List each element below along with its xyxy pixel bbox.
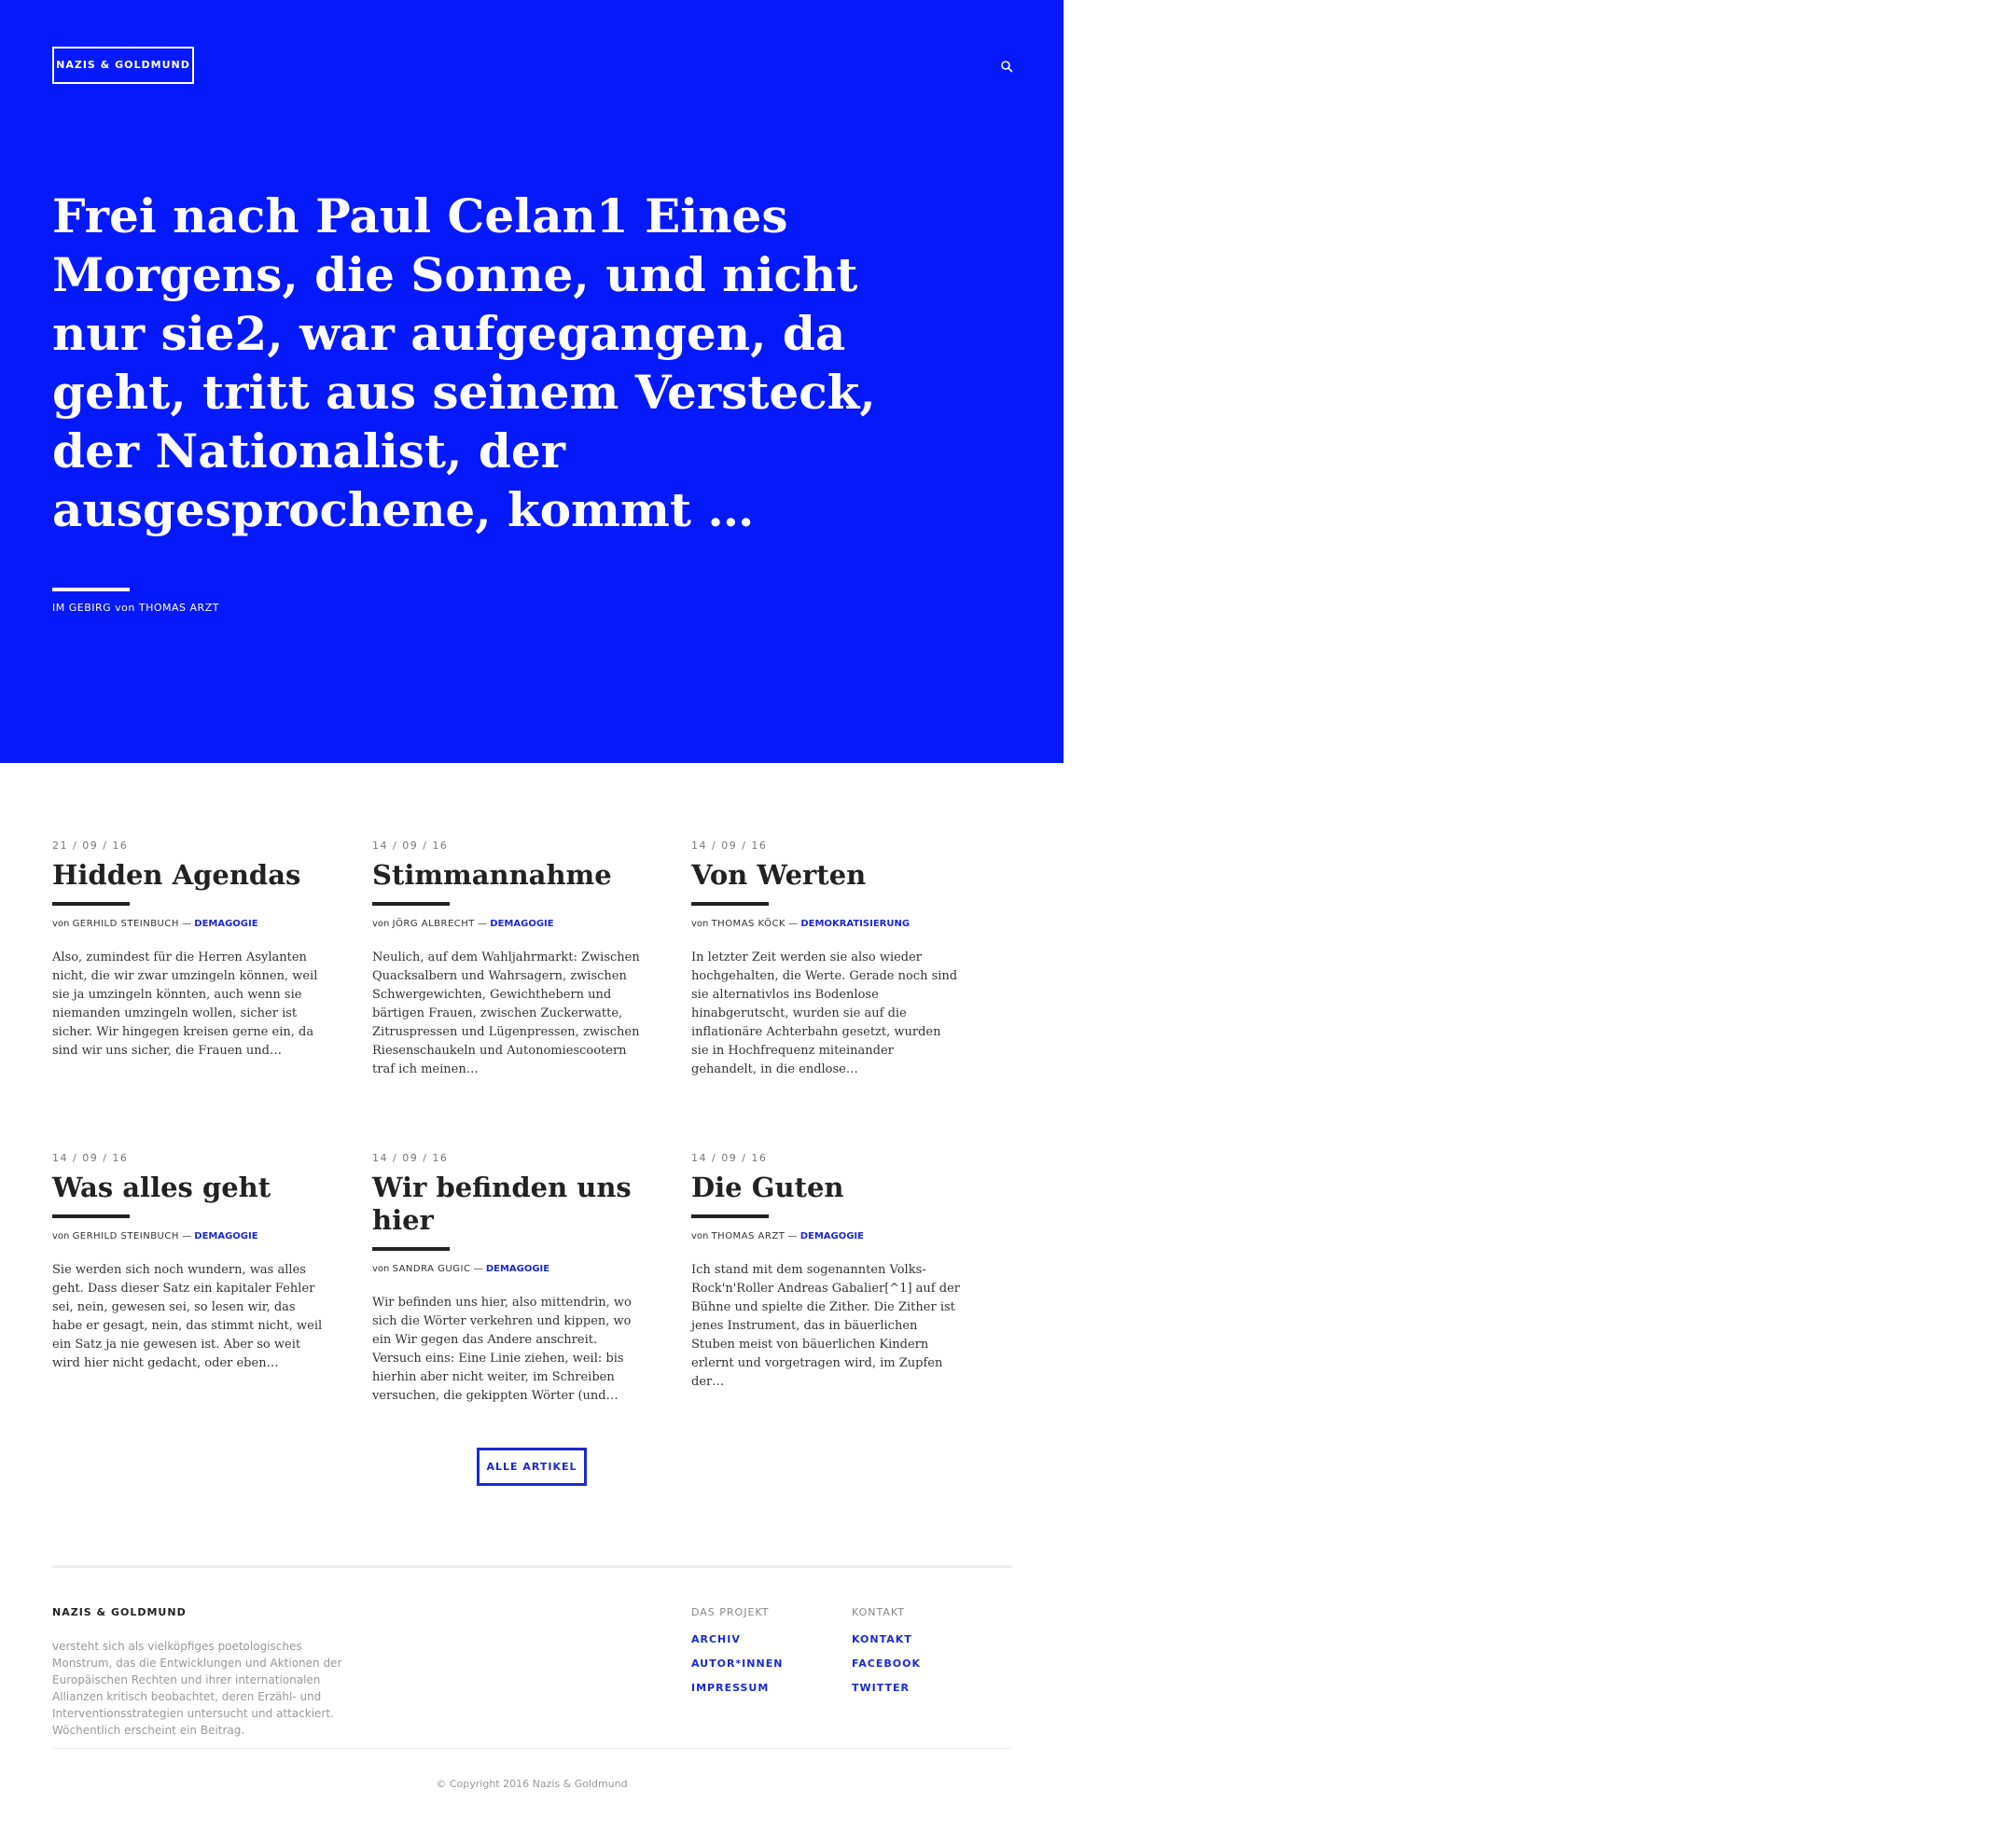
post-card (372, 839, 643, 1079)
hero-divider (52, 588, 130, 591)
post-excerpt: Sie werden sich noch wundern, was alles geht. Dass dieser Satz ein kapitaler Fehler sei, nein, gewesen sei, so lesen wir, das habe er gesagt, nein, das stimmt nicht, weil ein Satz ja nie gewesen ist. Aber so weit wird hier nicht gedacht, oder eben… (52, 1263, 323, 1370)
footer-link-impressum[interactable]: IMPRESSUM (691, 1682, 770, 1694)
post-divider (372, 1247, 450, 1251)
footer-link-autorinnen[interactable]: AUTOR*INNEN (691, 1658, 784, 1670)
post-separator: — (788, 919, 799, 929)
post-divider (372, 902, 450, 906)
post-date: 14 / 09 / 16 (372, 839, 449, 852)
post-separator: — (478, 919, 488, 929)
post-card (372, 1152, 643, 1406)
post-separator: — (473, 1264, 483, 1274)
post-meta (52, 1231, 323, 1241)
search-icon[interactable] (1000, 60, 1013, 73)
post-divider (52, 1214, 130, 1218)
footer-column-heading: DAS PROJEKT (691, 1606, 770, 1618)
post-by: von (691, 1231, 709, 1241)
post-meta (372, 1264, 643, 1274)
post-card (52, 1152, 323, 1373)
post-category[interactable]: DEMAGOGIE (490, 919, 554, 929)
footer-link-kontakt[interactable]: KONTAKT (852, 1633, 912, 1645)
footer-column-projekt (691, 1606, 783, 1694)
post-author[interactable]: GERHILD STEINBUCH (72, 1231, 179, 1241)
post-separator: — (182, 919, 192, 929)
hero-meta (52, 602, 219, 614)
footer-link-facebook[interactable]: FACEBOOK (852, 1658, 921, 1670)
post-meta (52, 919, 323, 929)
post-title[interactable]: Die Guten (691, 1172, 844, 1203)
post-excerpt: Also, zumindest für die Herren Asylanten nicht, die wir zwar umzingeln können, weil sie ja umzingeln könnten, auch wenn sie niemanden umzingeln wollen, sicher ist sicher. Wir hingegen kreisen gerne ein, da sind wir uns sicher, die Frauen und… (52, 950, 318, 1058)
post-category[interactable]: DEMAGOGIE (194, 919, 258, 929)
post-author[interactable]: GERHILD STEINBUCH (72, 919, 179, 929)
post-meta (372, 919, 643, 929)
hero-title[interactable]: Frei nach Paul Celan1 Eines Morgens, die Sonne, und nicht nur sie2, war aufgegangen, da geht, tritt aus seinem Versteck, der Nationalist, der ausgesprochene, kommt … (52, 188, 876, 537)
post-by: von (52, 1231, 70, 1241)
post-date: 14 / 09 / 16 (52, 1152, 129, 1164)
post-title[interactable]: Stimmannahme (372, 859, 612, 891)
post-excerpt: In letzter Zeit werden sie also wieder hochgehalten, die Werte. Gerade noch sind sie alternativlos ins Bodenlose hinabgerutscht, wurden sie auf die inflationäre Achterbahn gesetzt, wurden sie in Hochfrequenz miteinander gehandelt, in die endlose… (691, 950, 958, 1076)
post-category[interactable]: DEMAGOGIE (194, 1231, 258, 1241)
footer-column-kontakt (852, 1606, 921, 1694)
post-date: 14 / 09 / 16 (691, 1152, 768, 1164)
post-title[interactable]: Wir befinden uns hier (372, 1172, 632, 1236)
copyright: © Copyright 2016 Nazis & Goldmund (436, 1778, 628, 1790)
post-author[interactable]: THOMAS ARZT (711, 1231, 786, 1241)
post-category[interactable]: DEMOKRATISIERUNG (800, 919, 911, 929)
post-date: 14 / 09 / 16 (691, 839, 768, 852)
hero-author[interactable]: THOMAS ARZT (138, 602, 219, 614)
hero-category[interactable]: IM GEBIRG (52, 602, 112, 614)
post-title[interactable]: Was alles geht (52, 1172, 271, 1203)
post-meta (691, 919, 962, 929)
post-date: 14 / 09 / 16 (372, 1152, 449, 1164)
post-separator: — (182, 1231, 192, 1241)
hero-by: von (115, 602, 135, 614)
footer-link-twitter[interactable]: TWITTER (852, 1682, 910, 1694)
post-meta (691, 1231, 962, 1241)
post-date: 21 / 09 / 16 (52, 839, 129, 852)
post-author[interactable]: SANDRA GUGIC (392, 1264, 471, 1274)
post-separator: — (787, 1231, 798, 1241)
post-category[interactable]: DEMAGOGIE (799, 1231, 864, 1241)
post-excerpt: Ich stand mit dem sogenannten Volks-Rock'n'Roller Andreas Gabalier[^1] auf der Bühne und spielte die Zither. Die Zither ist jenes Instrument, das in bäuerlichen Stuben meist von bäuerlichen Kindern erlernt und vorgetragen wird, im Zupfen der… (691, 1263, 960, 1389)
footer-divider (52, 1565, 1012, 1568)
post-by: von (691, 919, 709, 929)
post-by: von (52, 919, 70, 929)
footer-link-archiv[interactable]: ARCHIV (691, 1633, 741, 1645)
post-by: von (372, 919, 390, 929)
post-excerpt: Neulich, auf dem Wahljahrmarkt: Zwischen Quacksalbern und Wahrsagern, zwischen Schwergewichten, Gewichthebern und bärtigen Frauen, zwischen Zuckerwatte, Zitruspressen und Lügenpressen, zwischen Riesenschaukeln und Autonomiescootern traf ich meinen… (372, 950, 640, 1076)
post-by: von (372, 1264, 390, 1274)
post-title[interactable]: Hidden Agendas (52, 859, 301, 891)
footer-description: versteht sich als vielköpfiges poetologisches Monstrum, das die Entwicklungen und Aktionen der Europäischen Rechten und ihrer internationalen Allianzen kritisch beobachtet, deren Erzähl- und Interventionsstrategien untersucht und attackiert. Wöchentlich erscheint ein Beitrag. (52, 1640, 342, 1737)
site-logo[interactable]: NAZIS & GOLDMUND (52, 47, 194, 84)
nav-aktuelle-beitraege[interactable]: AKTUELLE BEITRÄGE (1807, 59, 1953, 72)
footer-logo[interactable]: NAZIS & GOLDMUND (52, 1606, 187, 1618)
post-card (691, 839, 962, 1079)
post-category[interactable]: DEMAGOGIE (485, 1264, 550, 1274)
all-articles-button[interactable]: ALLE ARTIKEL (477, 1448, 587, 1486)
post-card (691, 1152, 962, 1392)
post-divider (52, 902, 130, 906)
footer-column-heading: KONTAKT (852, 1606, 905, 1618)
post-divider (691, 1214, 769, 1218)
post-author[interactable]: THOMAS KÖCK (711, 919, 786, 929)
post-title[interactable]: Von Werten (691, 859, 867, 891)
post-excerpt: Wir befinden uns hier, also mittendrin, wo sich die Wörter verkehren und kippen, wo ein Wir gegen das Andere anschreit. Versuch eins: Eine Linie ziehen, weil: bis hierhin aber nicht weiter, im Schreiben versuchen, die gekippten Wörter (und… (372, 1296, 632, 1403)
hero (0, 0, 2016, 763)
post-divider (691, 902, 769, 906)
nav-ueber-uns[interactable]: ÜBER UNS (1944, 59, 2016, 72)
post-author[interactable]: JÖRG ALBRECHT (392, 919, 475, 929)
post-card (52, 839, 323, 1061)
footer-bottom-divider (52, 1748, 1012, 1749)
